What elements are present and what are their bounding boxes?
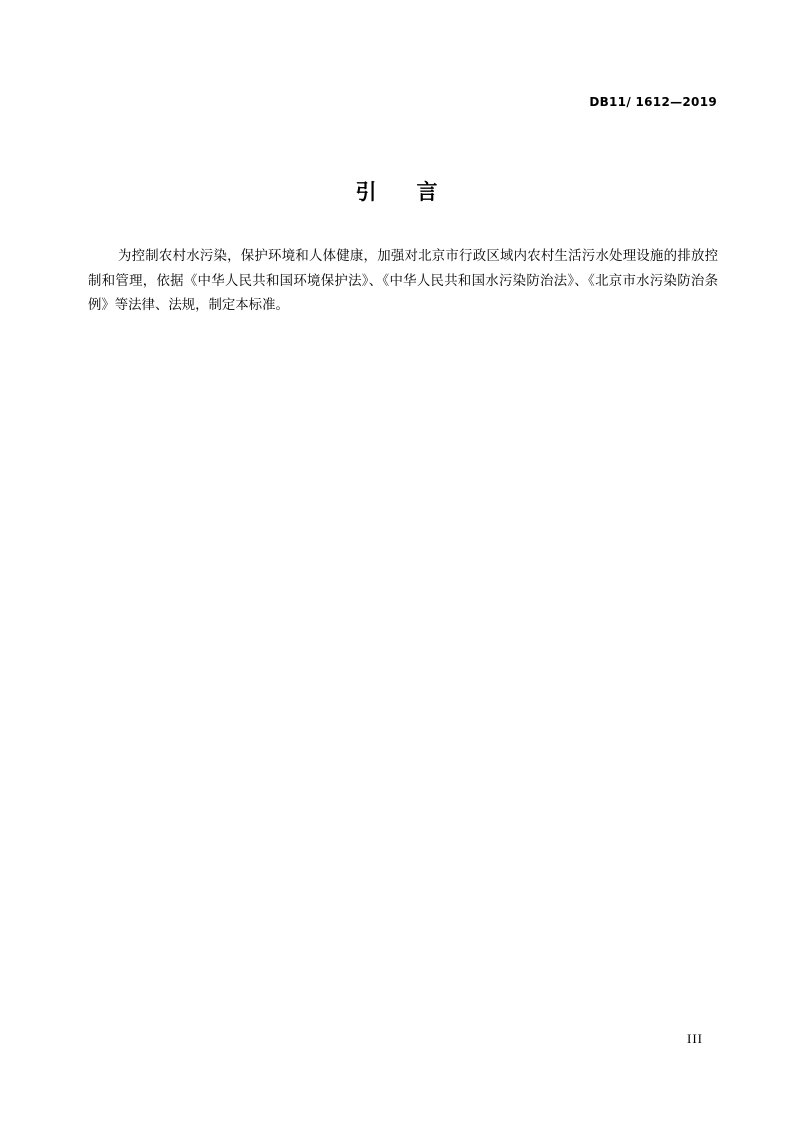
page-number: III <box>687 1031 703 1046</box>
body-paragraph: 为控制农村水污染，保护环境和人体健康，加强对北京市行政区域内农村生活污水处理设施的排放控制和管理，依据《中华人民共和国环境保护法》、《中华人民共和国水污染防治法》、《北京市水污染防治条例》等法律、法规，制定本标准。 <box>88 249 718 313</box>
standard-code: DB11/ 1612—2019 <box>589 95 717 109</box>
section-title: 引言 <box>355 180 478 204</box>
